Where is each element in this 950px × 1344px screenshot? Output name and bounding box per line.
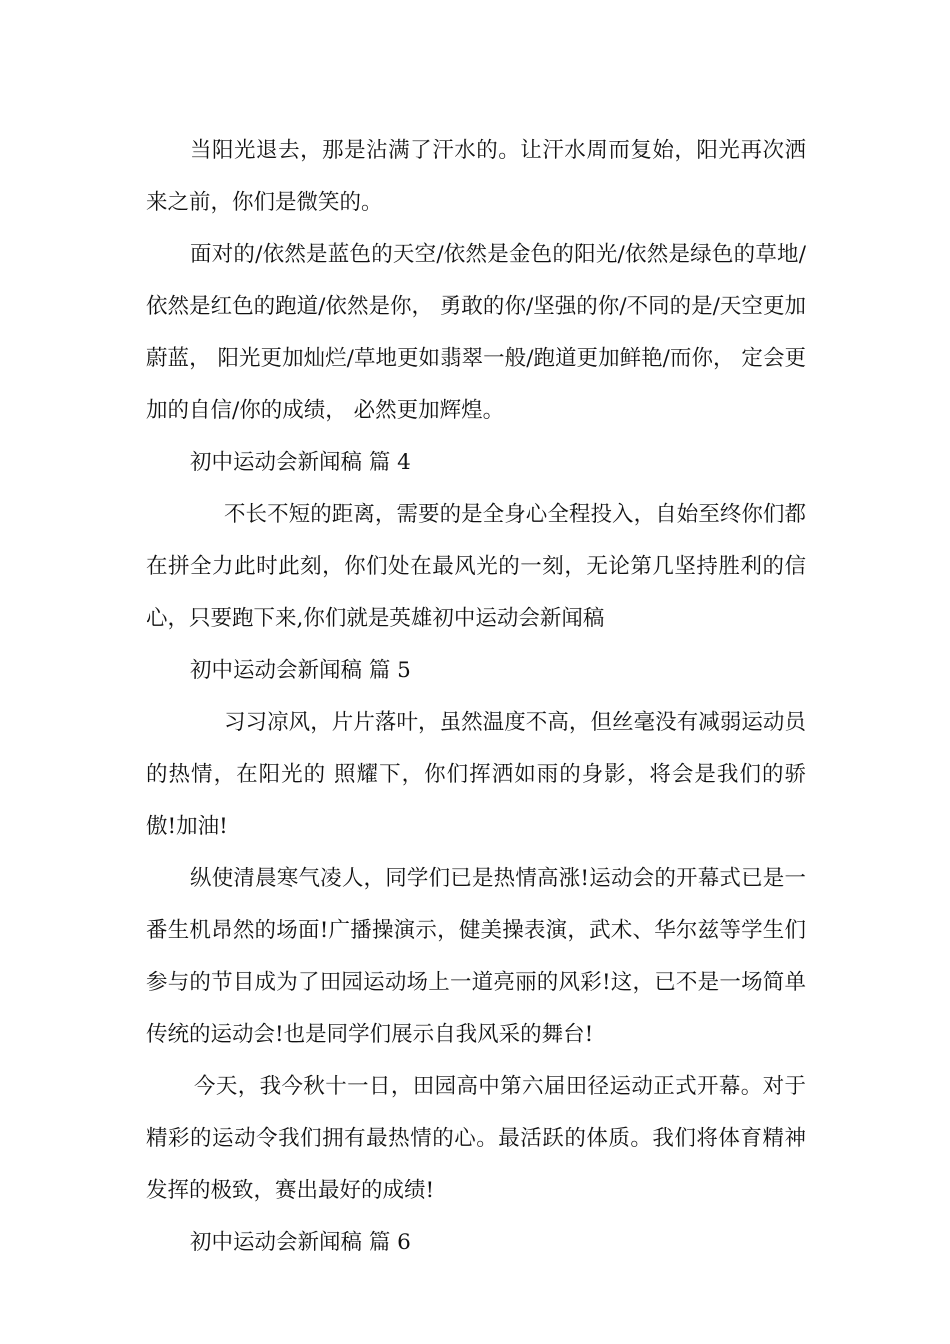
document-page bbox=[146, 125, 806, 1269]
paragraph-today-opening: 今天，我今秋十一日，田园高中第六届田径运动正式开幕。对于精彩的运动令我们拥有最热情的心。最活跃的体质。我们将体育精神发挥的极致，赛出最好的成绩! bbox=[146, 1074, 806, 1203]
paragraph-distance: 不长不短的距离，需要的是全身心全程投入，自始至终你们都在拼全力此时此刻，你们处在最风光的一刻，无论第几坚持胜利的信心，只要跑下来,你们就是英雄初中运动会新闻稿 bbox=[146, 502, 806, 631]
paragraph-sunlight-sweat: 当阳光退去，那是沾满了汗水的。让汗水周而复始，阳光再次洒来之前，你们是微笑的。 bbox=[146, 138, 806, 215]
section-heading-6: 初中运动会新闻稿 篇 6 bbox=[190, 1230, 411, 1255]
paragraph-morning-chill: 纵使清晨寒气凌人，同学们已是热情高涨!运动会的开幕式已是一番生机昂然的场面!广播操演示，健美操表演，武术、华尔兹等学生们参与的节目成为了田园运动场上一道亮丽的风彩!这，已不是一场简单传统的运动会!也是同学们展示自我风采的舞台! bbox=[146, 866, 806, 1047]
paragraph-facing-blue-sky: 面对的/依然是蓝色的天空/依然是金色的阳光/依然是绿色的草地/依然是红色的跑道/依然是你， 勇敢的你/坚强的你/不同的是/天空更加蔚蓝， 阳光更加灿烂/草地更如翡翠一般/跑道更加鲜艳/而你， 定会更加的自信/你的成绩， 必然更加辉煌。 bbox=[146, 242, 806, 423]
paragraph-cool-wind: 习习凉风，片片落叶，虽然温度不高，但丝毫没有减弱运动员的热情，在阳光的 照耀下，你们挥洒如雨的身影，将会是我们的骄傲!加油! bbox=[146, 710, 806, 839]
section-heading-4: 初中运动会新闻稿 篇 4 bbox=[190, 450, 411, 475]
section-heading-5: 初中运动会新闻稿 篇 5 bbox=[190, 658, 411, 683]
